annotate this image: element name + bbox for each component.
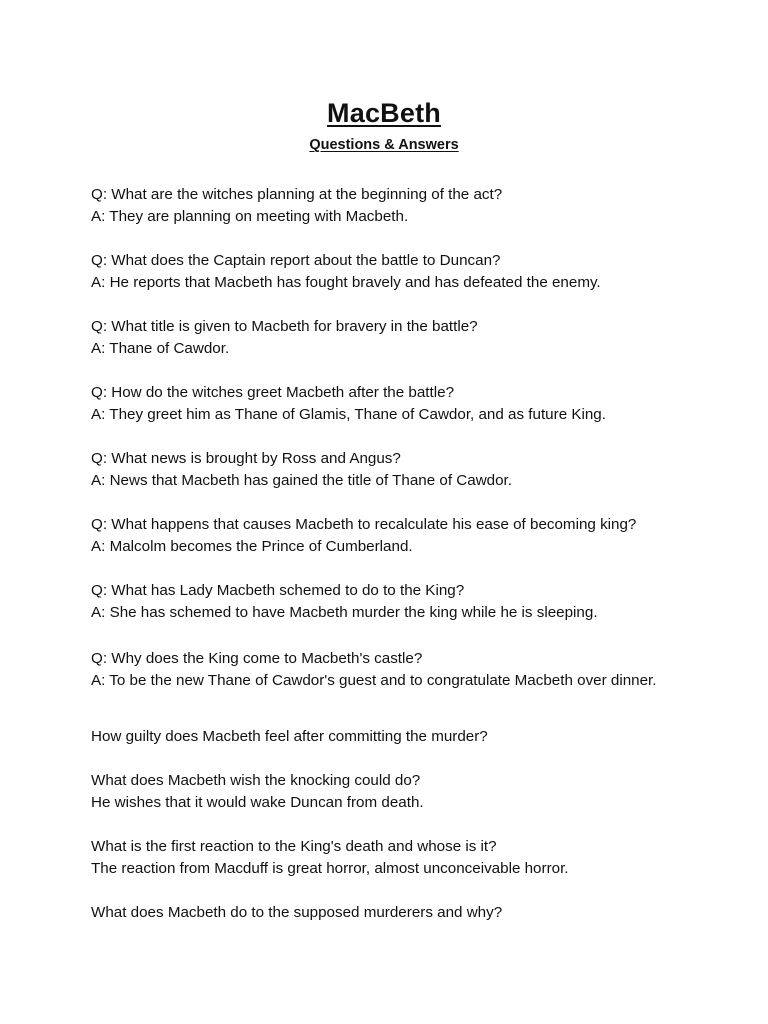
qa-item — [91, 648, 671, 692]
question-text: What does Macbeth wish the knocking could do? — [91, 772, 421, 789]
qa-item — [91, 902, 502, 924]
qa-item — [91, 770, 424, 814]
page-title: MacBeth — [327, 98, 441, 128]
qa-item — [91, 316, 478, 360]
qa-item — [91, 448, 512, 492]
answer-text: A: He reports that Macbeth has fought bravely and has defeated the enemy. — [91, 274, 601, 291]
qa-item — [91, 514, 636, 558]
question-text: Q: Why does the King come to Macbeth's castle? — [91, 650, 423, 667]
question-text: Q: What happens that causes Macbeth to recalculate his ease of becoming king? — [91, 516, 637, 533]
page-subtitle: Questions & Answers — [309, 137, 459, 153]
answer-text: A: They greet him as Thane of Glamis, Thane of Cawdor, and as future King. — [91, 406, 606, 423]
qa-item — [91, 250, 601, 294]
answer-text: A: To be the new Thane of Cawdor's guest and to congratulate Macbeth over dinner. — [91, 672, 657, 689]
qa-item — [91, 580, 598, 624]
answer-text: He wishes that it would wake Duncan from death. — [91, 794, 424, 811]
answer-text: A: Thane of Cawdor. — [91, 340, 230, 357]
question-text: Q: What news is brought by Ross and Angus? — [91, 450, 401, 467]
answer-text: A: News that Macbeth has gained the title of Thane of Cawdor. — [91, 472, 512, 489]
question-text: Q: How do the witches greet Macbeth after the battle? — [91, 384, 455, 401]
question-text: What is the first reaction to the King's death and whose is it? — [91, 838, 497, 855]
question-text: Q: What title is given to Macbeth for bravery in the battle? — [91, 318, 478, 335]
question-text: How guilty does Macbeth feel after committing the murder? — [91, 728, 488, 745]
answer-text: A: Malcolm becomes the Prince of Cumberland. — [91, 538, 413, 555]
qa-item — [91, 726, 488, 748]
answer-text: A: She has schemed to have Macbeth murder the king while he is sleeping. — [91, 604, 598, 621]
answer-text: The reaction from Macduff is great horror, almost unconceivable horror. — [91, 860, 569, 877]
qa-item — [91, 184, 502, 228]
question-text: Q: What does the Captain report about the battle to Duncan? — [91, 252, 501, 269]
qa-item — [91, 836, 569, 880]
answer-text: A: They are planning on meeting with Macbeth. — [91, 208, 409, 225]
question-text: Q: What are the witches planning at the beginning of the act? — [91, 186, 503, 203]
qa-item — [91, 382, 606, 426]
question-text: Q: What has Lady Macbeth schemed to do to the King? — [91, 582, 465, 599]
question-text: What does Macbeth do to the supposed murderers and why? — [91, 904, 503, 921]
